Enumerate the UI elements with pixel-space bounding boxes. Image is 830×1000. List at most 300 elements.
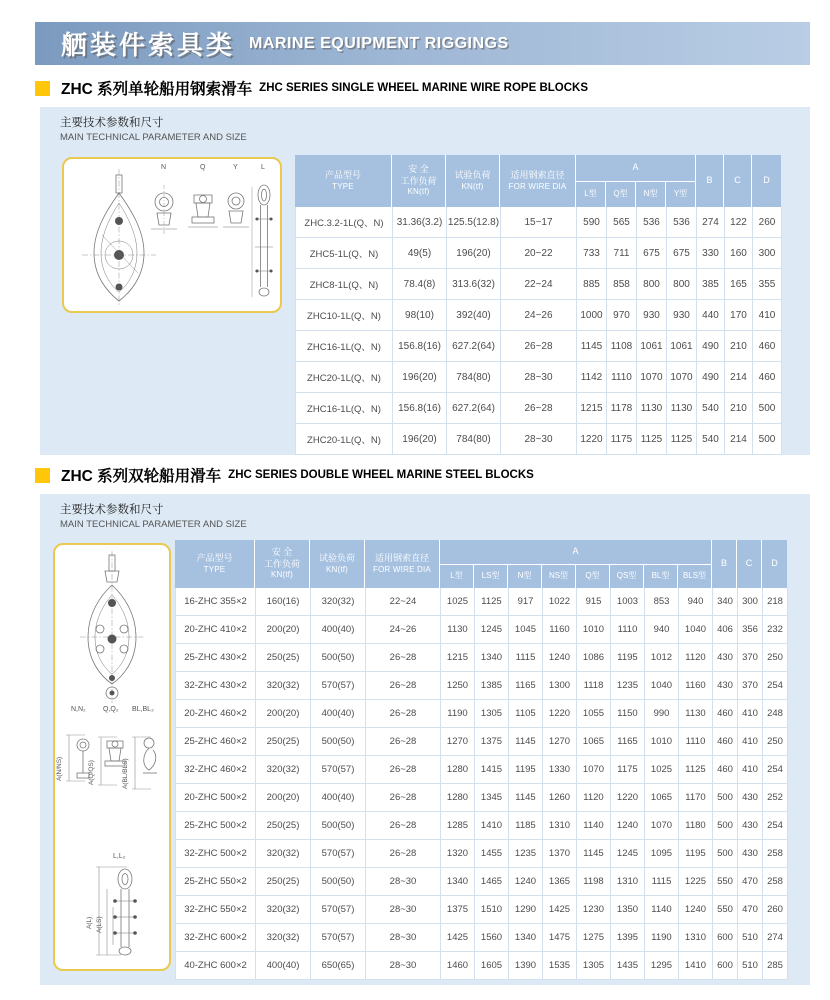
table-cell: 356 [738,616,763,644]
table-cell: 22~24 [366,588,441,616]
table-cell: 24~26 [501,300,577,331]
table-cell: 260 [753,207,782,238]
product-type-cell: 25-ZHC 460×2 [176,728,256,756]
subcolumn-header: N型 [508,565,542,589]
table-header-row [295,155,781,207]
technical-drawing-single-wheel [62,157,282,313]
table-cell: 1535 [543,952,577,980]
table-cell: 1195 [509,756,543,784]
table-cell: 26~28 [366,812,441,840]
table-cell: 1120 [577,784,611,812]
table-cell: 1160 [543,616,577,644]
table-cell: 1185 [509,812,543,840]
product-type-cell: 32-ZHC 550×2 [176,896,256,924]
table-cell: 1475 [543,924,577,952]
table-cell: 1010 [645,728,679,756]
column-header-swl: 安 全 工作负荷 KN(tf) [255,540,310,588]
column-header-c: C [724,155,752,207]
table-cell: 248 [763,700,788,728]
table-cell: 1061 [637,331,667,362]
product-type-cell: 25-ZHC 550×2 [176,868,256,896]
table-cell: 1140 [577,812,611,840]
table-cell: 1160 [679,672,713,700]
table-cell: 1410 [679,952,713,980]
table-cell: 1350 [611,896,645,924]
table-cell: 98(10) [393,300,447,331]
table-cell: 1175 [607,424,637,455]
table-cell: 1390 [509,952,543,980]
table-cell: 853 [645,588,679,616]
table-cell: 28~30 [501,362,577,393]
table-cell: 1410 [475,812,509,840]
page-banner [35,22,810,65]
fitting-label-y: Y [233,164,238,171]
subcolumn-header: BL型 [644,565,678,589]
table-cell: 1245 [475,616,509,644]
table-cell: 156.8(16) [393,331,447,362]
table-cell: 1300 [543,672,577,700]
header-a-label: A [576,155,695,182]
table-cell: 330 [697,238,725,269]
table-cell: 1025 [645,756,679,784]
fitting-label-n: N [161,164,167,171]
table-cell: 1240 [679,896,713,924]
table-cell: 430 [738,812,763,840]
table-cell: 26~28 [366,700,441,728]
table-cell: 1108 [607,331,637,362]
table-cell: 460 [713,756,738,784]
table-cell: 1220 [611,784,645,812]
table-cell: 1012 [645,644,679,672]
table-cell: 711 [607,238,637,269]
subcolumn-header: N型 [636,182,666,208]
table-cell: 1003 [611,588,645,616]
table-cell: 430 [713,644,738,672]
table-row [176,644,787,672]
table-cell: 1365 [543,868,577,896]
table-cell: 24~26 [366,616,441,644]
table-cell: 440 [697,300,725,331]
table-cell: 733 [577,238,607,269]
product-type-cell: 32-ZHC 600×2 [176,924,256,952]
table-cell: 1270 [543,728,577,756]
table-cell: 500(50) [311,812,366,840]
table-cell: 540 [697,424,725,455]
table-cell: 1110 [679,728,713,756]
table-cell: 1198 [577,868,611,896]
table-cell: 1061 [667,331,697,362]
table-cell: 250(25) [256,644,311,672]
table-cell: 800 [637,269,667,300]
column-header-a-group [576,155,696,207]
table-cell: 915 [577,588,611,616]
product-type-cell: ZHC16-1L(Q、N) [296,393,393,424]
table-cell: 1070 [667,362,697,393]
table-cell: 400(40) [256,952,311,980]
table-cell: 1118 [577,672,611,700]
table-cell: 570(57) [311,840,366,868]
table-cell: 570(57) [311,672,366,700]
table-cell: 470 [738,868,763,896]
column-header-d: D [752,155,781,207]
table-cell: 20~22 [501,238,577,269]
table-cell: 385 [697,269,725,300]
table-cell: 1142 [577,362,607,393]
table-row [296,207,781,238]
table-cell: 1415 [475,756,509,784]
table-cell: 1235 [611,672,645,700]
table-cell: 1086 [577,644,611,672]
table-cell: 1345 [475,784,509,812]
table-cell: 627.2(64) [447,393,501,424]
column-header-b: B [712,540,737,588]
table-cell: 49(5) [393,238,447,269]
table-cell: 370 [738,672,763,700]
table-cell: 1435 [611,952,645,980]
table-cell: 1165 [509,672,543,700]
table-cell: 196(20) [393,424,447,455]
product-type-cell: ZHC16-1L(Q、N) [296,331,393,362]
table-cell: 1340 [509,924,543,952]
table-cell: 320(32) [256,756,311,784]
table-cell: 260 [763,896,788,924]
table-cell: 675 [637,238,667,269]
table-cell: 26~28 [366,728,441,756]
dimension-label-a-q: A(Q/QS) [88,760,95,785]
table-body [295,207,781,455]
section-heading-double-wheel [35,464,534,486]
table-cell: 28~30 [366,924,441,952]
table-cell: 1215 [441,644,475,672]
table-row [176,868,787,896]
table-cell: 1260 [543,784,577,812]
column-header-swl: 安 全 工作负荷 KN(tf) [392,155,446,207]
table-cell: 15~17 [501,207,577,238]
table-cell: 1145 [509,728,543,756]
table-cell: 320(32) [311,588,366,616]
table-row [296,269,781,300]
dimension-label-a-n: A(N/NS) [56,756,63,781]
table-cell: 406 [713,616,738,644]
dimension-label-a-bl: A(BL/BLS) [122,758,129,789]
table-cell: 600 [713,952,738,980]
product-type-cell: 20-ZHC 460×2 [176,700,256,728]
column-header-proof-load: 试验负荷 KN(tf) [446,155,500,207]
table-row [296,424,781,455]
table-cell: 1235 [509,840,543,868]
table-cell: 170 [725,300,753,331]
table-cell: 627.2(64) [447,331,501,362]
table-cell: 400(40) [311,700,366,728]
table-cell: 1220 [543,700,577,728]
table-cell: 500(50) [311,644,366,672]
column-header-a-group [440,540,712,588]
table-cell: 430 [738,840,763,868]
column-header-b: B [696,155,724,207]
table-cell: 917 [509,588,543,616]
table-cell: 990 [645,700,679,728]
table-row [176,756,787,784]
table-cell: 122 [725,207,753,238]
table-cell: 500 [713,840,738,868]
table-cell: 1190 [441,700,475,728]
table-cell: 392(40) [447,300,501,331]
product-type-cell: 32-ZHC 460×2 [176,756,256,784]
table-cell: 1150 [611,700,645,728]
table-cell: 200(20) [256,784,311,812]
subcolumn-header: Q型 [576,565,610,589]
table-cell: 160(16) [256,588,311,616]
table-cell: 570(57) [311,896,366,924]
table-cell: 800 [667,269,697,300]
table-cell: 1225 [679,868,713,896]
table-cell: 1245 [611,840,645,868]
table-cell: 1305 [577,952,611,980]
fitting-label-l: L [261,164,265,171]
table-cell: 510 [738,952,763,980]
table-cell: 1165 [611,728,645,756]
section-title-en: ZHC SERIES SINGLE WHEEL MARINE WIRE ROPE BLOCKS [259,82,589,94]
table-cell: 285 [763,952,788,980]
table-row [176,952,787,980]
table-cell: 1145 [577,331,607,362]
table-cell: 500 [713,812,738,840]
table-cell: 26~28 [366,644,441,672]
table-cell: 410 [738,700,763,728]
table-cell: 250 [763,644,788,672]
subcolumn-header: Y型 [673,189,688,199]
table-cell: 1280 [441,784,475,812]
table-row [296,331,781,362]
table-cell: 250(25) [256,728,311,756]
column-header-wire-dia: 适用钢索直径 FOR WIRE DIA [500,155,576,207]
double-wheel-block-drawing [55,545,169,969]
table-cell: 1095 [645,840,679,868]
subcolumn-header: Q型 [606,182,636,208]
table-cell: 31.36(3.2) [393,207,447,238]
table-cell: 550 [713,896,738,924]
table-body [175,588,787,980]
table-cell: 1330 [543,756,577,784]
table-cell: 214 [725,362,753,393]
product-type-cell: 16-ZHC 355×2 [176,588,256,616]
table-cell: 460 [753,331,782,362]
table-cell: 1125 [637,424,667,455]
table-cell: 1125 [667,424,697,455]
header-type-en: TYPE [332,181,354,191]
parameter-caption-zh: 主要技术参数和尺寸 [60,117,164,129]
table-cell: 1055 [577,700,611,728]
parameter-caption [60,114,247,143]
fitting-label-q-group: Q,Q₂ [103,706,119,713]
table-cell: 1340 [441,868,475,896]
table-cell: 1425 [441,924,475,952]
table-cell: 1045 [509,616,543,644]
table-cell: 1370 [543,840,577,868]
parameter-caption-en: MAIN TECHNICAL PARAMETER AND SIZE [60,132,247,143]
technical-drawing-double-wheel [53,543,171,971]
table-cell: 1395 [611,924,645,952]
table-cell: 320(32) [256,840,311,868]
table-cell: 565 [607,207,637,238]
table-cell: 1230 [577,896,611,924]
table-cell: 1270 [441,728,475,756]
table-cell: 1340 [475,644,509,672]
table-cell: 1145 [577,840,611,868]
table-cell: 1110 [607,362,637,393]
product-type-cell: 40-ZHC 600×2 [176,952,256,980]
table-cell: 28~30 [501,424,577,455]
table-cell: 500 [713,784,738,812]
table-cell: 1040 [679,616,713,644]
table-cell: 254 [763,812,788,840]
table-cell: 196(20) [393,362,447,393]
table-cell: 675 [667,238,697,269]
subcolumn-header: QS型 [610,565,644,589]
table-cell: 1175 [611,756,645,784]
table-row [296,238,781,269]
table-cell: 1065 [577,728,611,756]
table-cell: 1140 [645,896,679,924]
table-cell: 78.4(8) [393,269,447,300]
product-type-cell: ZHC.3.2-1L(Q、N) [296,207,393,238]
product-type-cell: ZHC8-1L(Q、N) [296,269,393,300]
table-row [176,728,787,756]
table-cell: 1455 [475,840,509,868]
table-cell: 250(25) [256,868,311,896]
table-cell: 1605 [475,952,509,980]
table-row [176,784,787,812]
table-cell: 1130 [637,393,667,424]
table-cell: 320(32) [256,924,311,952]
table-cell: 1310 [611,868,645,896]
table-row [176,812,787,840]
table-cell: 274 [697,207,725,238]
column-header-type [295,155,392,207]
product-type-cell: 20-ZHC 410×2 [176,616,256,644]
fitting-label-n-group: N,N₂ [71,706,86,713]
table-cell: 570(57) [311,924,366,952]
table-cell: 590 [577,207,607,238]
table-row [296,393,781,424]
table-cell: 214 [725,424,753,455]
table-row [176,896,787,924]
table-cell: 1195 [679,840,713,868]
a-subcolumns [576,182,695,208]
table-cell: 370 [738,644,763,672]
table-cell: 1190 [645,924,679,952]
table-cell: 510 [738,924,763,952]
table-cell: 22~24 [501,269,577,300]
table-cell: 490 [697,331,725,362]
table-cell: 1180 [679,812,713,840]
a-subcolumns [440,565,711,589]
table-cell: 1070 [645,812,679,840]
table-cell: 1240 [543,644,577,672]
column-header-wire-dia: 适用钢索直径 FOR WIRE DIA [365,540,440,588]
table-cell: 940 [645,616,679,644]
table-cell: 1310 [543,812,577,840]
table-cell: 1215 [577,393,607,424]
table-cell: 274 [763,924,788,952]
table-cell: 1240 [611,812,645,840]
table-cell: 930 [667,300,697,331]
table-cell: 1375 [475,728,509,756]
table-cell: 536 [667,207,697,238]
table-cell: 1310 [679,924,713,952]
table-cell: 1385 [475,672,509,700]
header-a-label: A [440,540,711,565]
column-header-type: 产品型号 TYPE [175,540,255,588]
column-header-d: D [762,540,787,588]
table-cell: 1460 [441,952,475,980]
table-cell: 1145 [509,784,543,812]
table-cell: 460 [713,700,738,728]
table-cell: 210 [725,393,753,424]
dimension-label-a-l: A(L) [86,916,93,929]
table-cell: 160 [725,238,753,269]
table-cell: 490 [697,362,725,393]
table-cell: 930 [637,300,667,331]
table-cell: 250(25) [256,812,311,840]
product-type-cell: ZHC20-1L(Q、N) [296,424,393,455]
table-cell: 784(80) [447,362,501,393]
table-cell: 940 [679,588,713,616]
table-cell: 26~28 [501,331,577,362]
table-cell: 784(80) [447,424,501,455]
section-title-zh: ZHC 系列双轮船用滑车 [61,468,222,485]
table-cell: 254 [763,756,788,784]
parameter-caption [60,501,247,530]
table-row [176,924,787,952]
table-cell: 1280 [441,756,475,784]
banner-title-en: MARINE EQUIPMENT RIGGINGS [249,34,509,52]
yellow-bullet-icon [35,468,50,483]
table-row [176,672,787,700]
table-cell: 460 [753,362,782,393]
subcolumn-header: LS型 [474,565,508,589]
table-cell: 1070 [577,756,611,784]
table-cell: 26~28 [501,393,577,424]
parameter-caption-en: MAIN TECHNICAL PARAMETER AND SIZE [60,519,247,530]
table-cell: 1510 [475,896,509,924]
side-view-label-l: L,L₂ [113,853,126,860]
table-cell: 650(65) [311,952,366,980]
table-cell: 26~28 [366,672,441,700]
table-cell: 885 [577,269,607,300]
table-cell: 1170 [679,784,713,812]
table-cell: 1275 [577,924,611,952]
table-cell: 200(20) [256,616,311,644]
table-cell: 540 [697,393,725,424]
product-type-cell: 32-ZHC 500×2 [176,840,256,868]
table-cell: 500 [753,393,782,424]
table-row [176,700,787,728]
table-cell: 254 [763,672,788,700]
table-cell: 600 [713,924,738,952]
table-cell: 258 [763,840,788,868]
table-cell: 210 [725,331,753,362]
table-cell: 258 [763,868,788,896]
table-row [176,616,787,644]
table-cell: 300 [738,588,763,616]
product-type-cell: 25-ZHC 500×2 [176,812,256,840]
table-cell: 1250 [441,672,475,700]
table-cell: 156.8(16) [393,393,447,424]
table-cell: 1130 [441,616,475,644]
table-cell: 1070 [637,362,667,393]
fitting-label-bl-group: BL,BL₂ [132,706,154,713]
